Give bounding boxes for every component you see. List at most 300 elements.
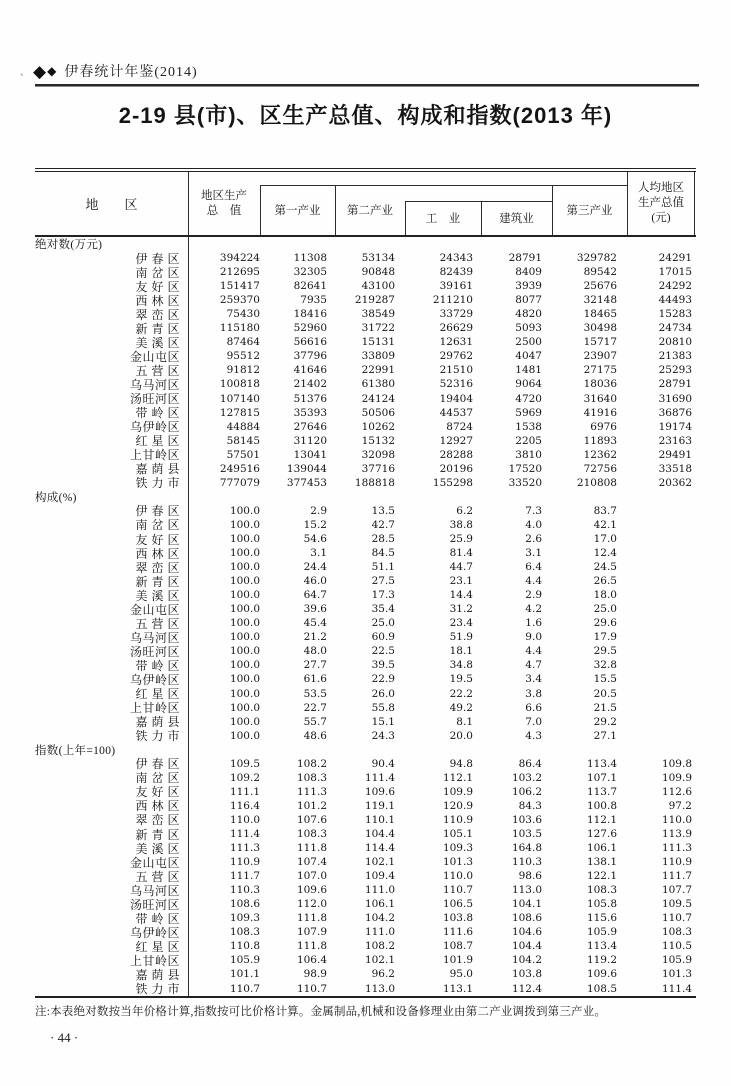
value-cell: 98.6 xyxy=(518,870,542,883)
region-cell: 金山屯区 xyxy=(129,349,180,364)
value-cell: 15.1 xyxy=(371,715,395,728)
value-cell: 111.4 xyxy=(229,827,260,840)
value-cell: 51.1 xyxy=(371,561,395,574)
value-cell: 108.7 xyxy=(442,940,473,953)
region-cell: 五 营 区 xyxy=(135,869,180,884)
value-cell: 8.1 xyxy=(456,715,473,728)
value-cell: 35.4 xyxy=(371,603,395,616)
value-cell: 104.1 xyxy=(511,898,542,911)
region-cell: 新 青 区 xyxy=(135,827,180,842)
value-cell: 21.2 xyxy=(303,631,327,644)
value-cell: 96.2 xyxy=(371,968,395,981)
value-cell: 100.0 xyxy=(229,729,260,742)
value-cell: 11893 xyxy=(583,434,617,447)
value-cell: 24124 xyxy=(361,392,395,405)
value-cell: 109.5 xyxy=(661,898,692,911)
value-cell: 24.5 xyxy=(593,561,617,574)
value-cell: 3.1 xyxy=(525,547,542,560)
value-cell: 82641 xyxy=(293,280,327,293)
value-cell: 116.4 xyxy=(229,799,260,812)
value-cell: 4.3 xyxy=(525,729,542,742)
value-cell: 106.4 xyxy=(296,954,327,967)
region-cell: 上甘岭区 xyxy=(129,701,180,716)
value-cell: 211210 xyxy=(432,294,473,307)
region-cell: 南 岔 区 xyxy=(135,518,180,533)
value-cell: 8724 xyxy=(446,420,473,433)
region-cell: 西 林 区 xyxy=(135,293,180,308)
value-cell: 27.1 xyxy=(593,729,617,742)
value-cell: 100.0 xyxy=(229,645,260,658)
value-cell: 3.4 xyxy=(525,673,542,686)
value-cell: 329782 xyxy=(576,252,617,265)
value-cell: 102.1 xyxy=(364,954,395,967)
value-cell: 115.6 xyxy=(586,912,617,925)
value-cell: 111.0 xyxy=(364,884,395,897)
value-cell: 24292 xyxy=(658,280,692,293)
value-cell: 109.3 xyxy=(229,912,260,925)
value-cell: 110.3 xyxy=(511,856,542,869)
value-cell: 155298 xyxy=(432,476,473,489)
region-cell: 金山屯区 xyxy=(129,855,180,870)
value-cell: 21510 xyxy=(439,364,473,377)
value-cell: 41916 xyxy=(583,406,617,419)
value-cell: 103.8 xyxy=(511,968,542,981)
value-cell: 48.6 xyxy=(303,729,327,742)
value-cell: 20810 xyxy=(658,336,692,349)
value-cell: 31640 xyxy=(583,392,617,405)
value-cell: 15.5 xyxy=(593,673,617,686)
value-cell: 103.2 xyxy=(511,771,542,784)
value-cell: 110.0 xyxy=(229,813,260,826)
value-cell: 56616 xyxy=(293,336,327,349)
region-cell: 带 岭 区 xyxy=(135,658,180,673)
value-cell: 249516 xyxy=(219,462,260,475)
value-cell: 7935 xyxy=(300,294,327,307)
value-cell: 28791 xyxy=(658,378,692,391)
region-cell: 上甘岭区 xyxy=(129,448,180,463)
value-cell: 82439 xyxy=(439,266,473,279)
value-cell: 15131 xyxy=(361,336,395,349)
value-cell: 4.4 xyxy=(525,645,542,658)
value-cell: 15717 xyxy=(583,336,617,349)
value-cell: 107.4 xyxy=(296,856,327,869)
value-cell: 111.6 xyxy=(442,926,473,939)
region-cell: 翠 峦 区 xyxy=(135,307,180,322)
col-header-construction: 建筑业 xyxy=(499,213,534,225)
region-cell: 南 岔 区 xyxy=(135,265,180,280)
value-cell: 19174 xyxy=(658,420,692,433)
value-cell: 104.4 xyxy=(511,940,542,953)
value-cell: 8077 xyxy=(515,294,542,307)
value-cell: 25.0 xyxy=(593,603,617,616)
value-cell: 18416 xyxy=(293,308,327,321)
value-cell: 100.0 xyxy=(229,687,260,700)
value-cell: 38549 xyxy=(361,308,395,321)
region-cell: 友 好 区 xyxy=(135,785,180,800)
value-cell: 107.7 xyxy=(661,884,692,897)
value-cell: 100.0 xyxy=(229,589,260,602)
value-cell: 22991 xyxy=(361,364,395,377)
value-cell: 110.8 xyxy=(229,940,260,953)
region-cell: 西 林 区 xyxy=(135,799,180,814)
value-cell: 26.0 xyxy=(371,687,395,700)
value-cell: 777079 xyxy=(219,476,260,489)
value-cell: 37796 xyxy=(293,350,327,363)
value-cell: 24734 xyxy=(658,322,692,335)
region-cell: 红 星 区 xyxy=(135,434,180,449)
value-cell: 2.9 xyxy=(310,504,327,517)
value-cell: 98.9 xyxy=(303,968,327,981)
region-cell: 铁 力 市 xyxy=(135,729,180,744)
grid-line xyxy=(188,237,189,996)
value-cell: 109.6 xyxy=(364,785,395,798)
region-cell: 乌马河区 xyxy=(129,378,180,392)
region-cell: 嘉 荫 县 xyxy=(135,715,180,730)
region-cell: 汤旺河区 xyxy=(129,897,180,912)
value-cell: 120.9 xyxy=(442,799,473,812)
value-cell: 32305 xyxy=(293,266,327,279)
value-cell: 9064 xyxy=(515,378,542,391)
value-cell: 26629 xyxy=(439,322,473,335)
value-cell: 39.6 xyxy=(303,603,327,616)
value-cell: 212695 xyxy=(219,266,260,279)
value-cell: 105.9 xyxy=(586,926,617,939)
value-cell: 110.7 xyxy=(442,884,473,897)
value-cell: 107.9 xyxy=(296,926,327,939)
region-cell: 红 星 区 xyxy=(135,687,180,702)
value-cell: 108.6 xyxy=(229,898,260,911)
col-header-secondary-industry: 第二产业 xyxy=(347,205,393,217)
value-cell: 52960 xyxy=(293,322,327,335)
value-cell: 21.5 xyxy=(593,701,617,714)
value-cell: 111.7 xyxy=(661,870,692,883)
value-cell: 24.4 xyxy=(303,561,327,574)
value-cell: 64.7 xyxy=(303,589,327,602)
value-cell: 5093 xyxy=(515,322,542,335)
value-cell: 107.1 xyxy=(586,771,617,784)
value-cell: 4.0 xyxy=(525,518,542,531)
region-cell: 伊 春 区 xyxy=(135,504,180,519)
value-cell: 101.1 xyxy=(229,968,260,981)
value-cell: 111.1 xyxy=(229,785,260,798)
value-cell: 18.0 xyxy=(593,589,617,602)
value-cell: 14.4 xyxy=(449,589,473,602)
value-cell: 31.2 xyxy=(449,603,473,616)
value-cell: 26.5 xyxy=(593,575,617,588)
value-cell: 95.0 xyxy=(449,968,473,981)
value-cell: 90848 xyxy=(361,266,395,279)
value-cell: 112.0 xyxy=(296,898,327,911)
value-cell: 54.6 xyxy=(303,533,327,545)
value-cell: 259370 xyxy=(219,294,260,307)
value-cell: 29.5 xyxy=(593,645,617,658)
col-header-tertiary-industry: 第三产业 xyxy=(566,205,613,217)
value-cell: 109.6 xyxy=(296,884,327,897)
value-cell: 112.4 xyxy=(511,982,542,995)
value-cell: 108.3 xyxy=(229,926,260,939)
value-cell: 18036 xyxy=(583,378,617,391)
value-cell: 6.4 xyxy=(525,561,542,574)
value-cell: 33518 xyxy=(658,462,692,475)
value-cell: 18.1 xyxy=(449,645,473,658)
value-cell: 107140 xyxy=(219,392,260,405)
value-cell: 72756 xyxy=(583,462,617,475)
value-cell: 81.4 xyxy=(449,547,473,560)
region-cell: 友 好 区 xyxy=(135,279,180,294)
value-cell: 101.3 xyxy=(661,968,692,981)
value-cell: 113.4 xyxy=(586,940,617,953)
value-cell: 113.7 xyxy=(586,785,617,798)
section-label: 绝对数(万元) xyxy=(35,239,103,252)
value-cell: 100.0 xyxy=(229,518,260,531)
value-cell: 109.6 xyxy=(586,968,617,981)
value-cell: 55.8 xyxy=(371,701,395,714)
value-cell: 44537 xyxy=(439,406,473,419)
value-cell: 109.9 xyxy=(442,785,473,798)
value-cell: 109.5 xyxy=(229,757,260,770)
value-cell: 41646 xyxy=(293,364,327,377)
value-cell: 24343 xyxy=(439,252,473,265)
value-cell: 127.6 xyxy=(586,827,617,840)
value-cell: 17015 xyxy=(658,266,692,279)
value-cell: 110.3 xyxy=(229,884,260,897)
region-cell: 新 青 区 xyxy=(135,574,180,589)
col-header-gdp xyxy=(188,172,260,235)
value-cell: 15132 xyxy=(361,434,395,447)
statistics-table xyxy=(35,168,696,998)
section-label: 指数(上年=100) xyxy=(35,744,116,757)
value-cell: 21383 xyxy=(658,350,692,363)
table-body xyxy=(35,237,696,998)
col-header-percap-line3: (元) xyxy=(651,212,671,224)
value-cell: 3810 xyxy=(515,448,542,461)
value-cell: 1.6 xyxy=(525,617,542,630)
value-cell: 111.0 xyxy=(364,926,395,939)
value-cell: 83.7 xyxy=(593,504,617,517)
region-cell: 汤旺河区 xyxy=(129,644,180,659)
value-cell: 110.0 xyxy=(661,813,692,826)
value-cell: 110.9 xyxy=(661,856,692,869)
value-cell: 113.4 xyxy=(586,757,617,770)
value-cell: 104.2 xyxy=(511,954,542,967)
value-cell: 31722 xyxy=(361,322,395,335)
value-cell: 210808 xyxy=(576,476,617,489)
value-cell: 110.0 xyxy=(442,870,473,883)
value-cell: 23.4 xyxy=(449,617,473,630)
value-cell: 108.2 xyxy=(296,757,327,770)
region-cell: 带 岭 区 xyxy=(135,911,180,926)
value-cell: 394224 xyxy=(219,252,260,265)
region-cell: 铁 力 市 xyxy=(135,982,180,997)
region-cell: 五 营 区 xyxy=(135,363,180,378)
col-header-region: 地 区 xyxy=(85,197,138,212)
value-cell: 37716 xyxy=(361,462,395,475)
region-cell: 美 溪 区 xyxy=(135,588,180,603)
value-cell: 7.0 xyxy=(525,715,542,728)
value-cell: 103.5 xyxy=(511,827,542,840)
value-cell: 188818 xyxy=(354,476,395,489)
region-cell: 乌马河区 xyxy=(129,630,180,645)
value-cell: 108.3 xyxy=(661,926,692,939)
value-cell: 111.3 xyxy=(661,842,692,855)
page-number: · 44 · xyxy=(50,1030,79,1045)
value-cell: 45.4 xyxy=(303,617,327,630)
value-cell: 12.4 xyxy=(593,547,617,560)
value-cell: 111.8 xyxy=(296,912,327,925)
region-cell: 红 星 区 xyxy=(135,939,180,954)
value-cell: 1481 xyxy=(515,364,542,377)
value-cell: 110.5 xyxy=(661,940,692,953)
value-cell: 1538 xyxy=(515,420,542,433)
value-cell: 17.9 xyxy=(593,631,617,644)
value-cell: 33809 xyxy=(361,350,395,363)
value-cell: 89542 xyxy=(583,266,617,279)
value-cell: 113.9 xyxy=(661,827,692,840)
value-cell: 100.0 xyxy=(229,603,260,616)
value-cell: 100.0 xyxy=(229,504,260,517)
region-cell: 五 营 区 xyxy=(135,616,180,631)
value-cell: 151417 xyxy=(219,280,260,293)
value-cell: 18465 xyxy=(583,308,617,321)
value-cell: 29762 xyxy=(439,350,473,363)
section-label: 构成(%) xyxy=(35,491,77,504)
value-cell: 106.5 xyxy=(442,898,473,911)
value-cell: 4.7 xyxy=(525,659,542,672)
col-header-gdp-line1: 地区生产 xyxy=(201,189,247,202)
value-cell: 106.1 xyxy=(364,898,395,911)
value-cell: 219287 xyxy=(354,294,395,307)
value-cell: 100.0 xyxy=(229,701,260,714)
yearbook-name: 伊春统计年鉴(2014) xyxy=(64,65,198,80)
value-cell: 2500 xyxy=(515,336,542,349)
region-cell: 嘉 荫 县 xyxy=(135,967,180,982)
value-cell: 100.0 xyxy=(229,533,260,545)
value-cell: 7.3 xyxy=(525,504,542,517)
value-cell: 6.6 xyxy=(525,701,542,714)
value-cell: 32.8 xyxy=(593,659,617,672)
value-cell: 28288 xyxy=(439,448,473,461)
value-cell: 2205 xyxy=(515,434,542,447)
value-cell: 112.1 xyxy=(586,813,617,826)
value-cell: 23907 xyxy=(583,350,617,363)
value-cell: 101.2 xyxy=(296,799,327,812)
value-cell: 104.4 xyxy=(364,827,395,840)
value-cell: 377453 xyxy=(286,476,327,489)
value-cell: 112.1 xyxy=(442,771,473,784)
value-cell: 27.5 xyxy=(371,575,395,588)
value-cell: 5969 xyxy=(515,406,542,419)
col-header-per-capita-gdp xyxy=(627,172,695,235)
value-cell: 4720 xyxy=(515,392,542,405)
region-cell: 上甘岭区 xyxy=(129,953,180,968)
value-cell: 51376 xyxy=(293,392,327,405)
value-cell: 33729 xyxy=(439,308,473,321)
value-cell: 20362 xyxy=(658,476,692,489)
value-cell: 22.7 xyxy=(303,701,327,714)
value-cell: 20196 xyxy=(439,462,473,475)
value-cell: 111.8 xyxy=(296,842,327,855)
region-cell: 铁 力 市 xyxy=(135,476,180,491)
value-cell: 22.9 xyxy=(371,673,395,686)
value-cell: 17.3 xyxy=(371,589,395,602)
value-cell: 13041 xyxy=(293,448,327,461)
value-cell: 108.2 xyxy=(364,940,395,953)
value-cell: 31120 xyxy=(293,434,327,447)
value-cell: 53134 xyxy=(361,252,395,265)
region-cell: 翠 峦 区 xyxy=(135,560,180,575)
value-cell: 100.0 xyxy=(229,561,260,574)
value-cell: 46.0 xyxy=(303,575,327,588)
value-cell: 87464 xyxy=(226,336,260,349)
value-cell: 42.7 xyxy=(371,518,395,531)
value-cell: 100.0 xyxy=(229,575,260,588)
value-cell: 105.9 xyxy=(661,954,692,967)
region-cell: 乌伊岭区 xyxy=(129,420,180,435)
footnote: 注:本表绝对数按当年价格计算,指数按可比价格计算。金属制品,机械和设备修理业由第二产业调拨到第三产业。 xyxy=(35,1006,607,1018)
value-cell: 139044 xyxy=(286,462,327,475)
value-cell: 164.8 xyxy=(511,842,542,855)
value-cell: 105.9 xyxy=(229,954,260,967)
value-cell: 49.2 xyxy=(449,701,473,714)
value-cell: 105.8 xyxy=(586,898,617,911)
table-header xyxy=(35,172,696,237)
value-cell: 86.4 xyxy=(518,757,542,770)
value-cell: 111.7 xyxy=(229,870,260,883)
col-header-primary-industry: 第一产业 xyxy=(274,205,321,217)
value-cell: 100.0 xyxy=(229,631,260,644)
value-cell: 48.0 xyxy=(303,645,327,658)
value-cell: 25293 xyxy=(658,364,692,377)
value-cell: 113.0 xyxy=(364,982,395,995)
region-cell: 翠 峦 区 xyxy=(135,813,180,828)
region-cell: 南 岔 区 xyxy=(135,771,180,786)
value-cell: 25.9 xyxy=(449,533,473,545)
value-cell: 4.2 xyxy=(525,603,542,616)
value-cell: 17.0 xyxy=(593,533,617,545)
value-cell: 4047 xyxy=(515,350,542,363)
value-cell: 50506 xyxy=(361,406,395,419)
value-cell: 107.6 xyxy=(296,813,327,826)
value-cell: 31690 xyxy=(658,392,692,405)
value-cell: 104.6 xyxy=(511,926,542,939)
value-cell: 22.5 xyxy=(371,645,395,658)
value-cell: 106.1 xyxy=(586,842,617,855)
value-cell: 6.2 xyxy=(456,504,473,517)
value-cell: 39161 xyxy=(439,280,473,293)
value-cell: 127815 xyxy=(219,406,260,419)
value-cell: 12927 xyxy=(439,434,473,447)
value-cell: 34.8 xyxy=(449,659,473,672)
value-cell: 61.6 xyxy=(303,673,327,686)
region-cell: 乌伊岭区 xyxy=(129,925,180,940)
diamond-icon: ◆ xyxy=(47,64,57,78)
value-cell: 25676 xyxy=(583,280,617,293)
value-cell: 44493 xyxy=(658,294,692,307)
value-cell: 113.1 xyxy=(442,982,473,995)
value-cell: 38.8 xyxy=(449,518,473,531)
value-cell: 103.6 xyxy=(511,813,542,826)
value-cell: 55.7 xyxy=(303,715,327,728)
value-cell: 108.5 xyxy=(586,982,617,995)
value-cell: 109.9 xyxy=(661,771,692,784)
value-cell: 109.8 xyxy=(661,757,692,770)
value-cell: 100.0 xyxy=(229,617,260,630)
value-cell: 100.0 xyxy=(229,673,260,686)
value-cell: 28791 xyxy=(508,252,542,265)
value-cell: 3.1 xyxy=(310,547,327,560)
value-cell: 112.6 xyxy=(661,785,692,798)
value-cell: 52316 xyxy=(439,378,473,391)
